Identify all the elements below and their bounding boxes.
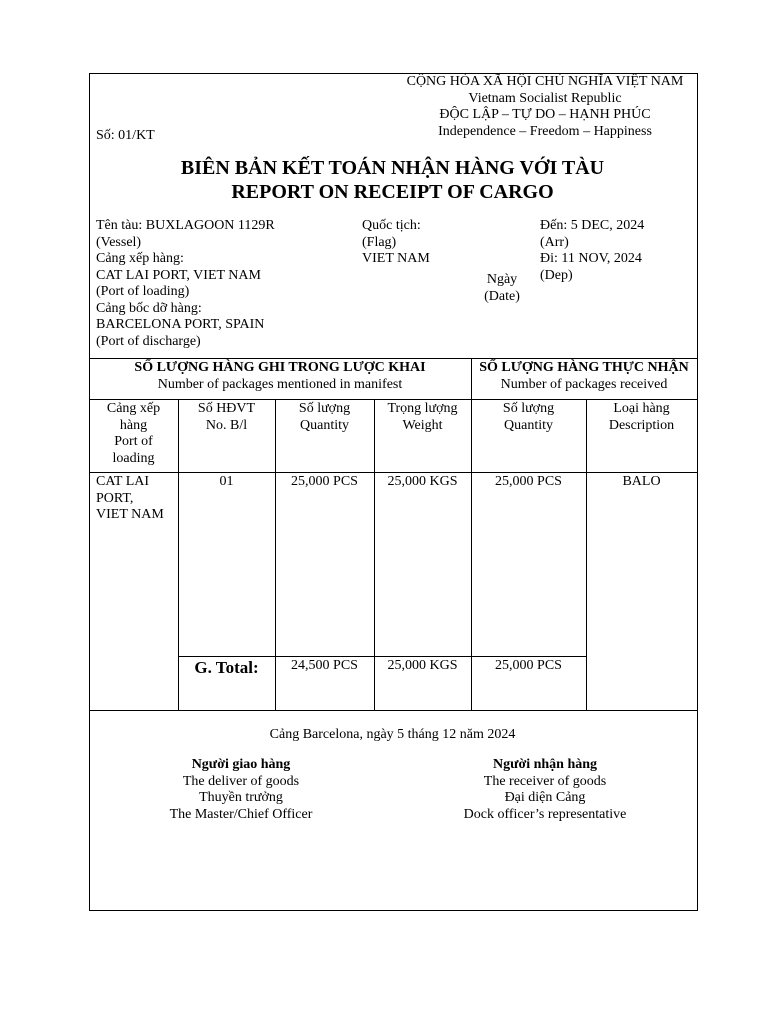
total-weight: 25,000 KGS	[387, 658, 458, 673]
deliver-vn: Người giao hàng	[191, 757, 291, 772]
col-header-line: Port of	[114, 434, 153, 449]
cell-bl: 01	[219, 474, 234, 489]
received-header	[471, 360, 697, 393]
col-header-line: Số lượng	[502, 401, 555, 416]
manifest-header	[89, 360, 471, 393]
total-label: G. Total:	[194, 658, 259, 677]
pol-en: (Port of loading)	[96, 284, 190, 299]
motto-en: Independence – Freedom – Happiness	[438, 123, 652, 139]
cell-port-line: CAT LAI	[96, 474, 150, 489]
manifest-vn: SỐ LƯỢNG HÀNG GHI TRONG LƯỢC KHAI	[134, 360, 426, 375]
col-header-line: Quantity	[300, 417, 349, 433]
title-vn: BIÊN BẢN KẾT TOÁN NHẬN HÀNG VỚI TÀU	[180, 157, 605, 179]
table-bottom-line	[89, 710, 697, 711]
col-header-weight	[374, 401, 471, 434]
pod-value: BARCELONA PORT, SPAIN	[96, 317, 265, 332]
total-row-line	[178, 656, 587, 657]
arr-value: Đến: 5 DEC, 2024	[540, 218, 645, 233]
cell-port-line: VIET NAM	[96, 507, 164, 522]
col-header-qty	[275, 401, 374, 434]
col-header-line: Trọng lượng	[387, 401, 458, 416]
cell-description: BALO	[622, 474, 661, 489]
col-header-line: Cảng xếp	[106, 401, 161, 416]
date-en: (Date)	[484, 288, 520, 304]
document-title	[89, 156, 696, 204]
title-en: REPORT ON RECEIPT OF CARGO	[231, 181, 554, 203]
col-header-qty-received	[471, 401, 586, 434]
doc-number: Số: 01/KT	[96, 128, 155, 143]
col-header-line: loading	[112, 450, 155, 466]
received-vn: SỐ LƯỢNG HÀNG THỰC NHẬN	[479, 360, 689, 375]
col-header-line: Loại hàng	[613, 401, 670, 416]
header-row-line	[89, 399, 697, 400]
pod-en: (Port of discharge)	[96, 333, 201, 349]
vessel-label: Tên tàu: BUXLAGOON 1129R	[96, 218, 275, 233]
col-header-line: Số lượng	[298, 401, 351, 416]
column-header-line	[89, 472, 697, 473]
col-header-description	[586, 401, 697, 434]
col-header-line: hàng	[119, 417, 148, 433]
pol-label: Cảng xếp hàng:	[96, 251, 184, 266]
flag-en: (Flag)	[362, 234, 397, 250]
pol-value: CAT LAI PORT, VIET NAM	[96, 267, 261, 283]
receiver-role-en: Dock officer’s representative	[463, 806, 627, 822]
republic-vn: CỘNG HÒA XÃ HỘI CHỦ NGHĨA VIỆT NAM	[406, 74, 684, 89]
col-header-line: Số HĐVT	[197, 401, 256, 416]
total-qty: 24,500 PCS	[291, 658, 358, 673]
date-vn: Ngày	[486, 272, 518, 287]
motto-vn: ĐỘC LẬP – TỰ DO – HẠNH PHÚC	[439, 107, 651, 122]
pod-label: Cảng bốc dỡ hàng:	[96, 300, 202, 316]
receiver-signature-block	[434, 757, 656, 823]
flag-info	[362, 218, 430, 268]
deliver-role-en: The Master/Chief Officer	[169, 806, 313, 822]
dep-en: (Dep)	[540, 267, 573, 283]
receiver-vn: Người nhận hàng	[492, 757, 598, 772]
col-header-line: No. B/l	[205, 417, 248, 433]
deliver-en: The deliver of goods	[182, 773, 300, 789]
deliver-signature-block	[140, 757, 342, 823]
col-header-port	[89, 401, 178, 467]
deliver-role-vn: Thuyền trưởng	[199, 790, 283, 805]
republic-en: Vietnam Socialist Republic	[468, 90, 622, 106]
cell-port-line: PORT,	[96, 490, 134, 506]
col-header-line: Description	[608, 417, 675, 433]
col-header-line: Weight	[402, 417, 443, 433]
place-date: Cảng Barcelona, ngày 5 tháng 12 năm 2024	[269, 727, 516, 742]
date-label	[476, 272, 528, 305]
arr-en: (Arr)	[540, 234, 569, 250]
received-en: Number of packages received	[500, 376, 668, 392]
vessel-en: (Vessel)	[96, 234, 142, 250]
table-top-line	[89, 358, 697, 359]
receiver-en: The receiver of goods	[483, 773, 607, 789]
vessel-info	[96, 218, 275, 350]
col-header-bl	[178, 401, 275, 434]
manifest-en: Number of packages mentioned in manifest	[157, 376, 403, 392]
col-header-line: Quantity	[504, 417, 553, 433]
col-divider-5	[586, 399, 587, 711]
cell-qty-received: 25,000 PCS	[495, 474, 562, 489]
cell-qty: 25,000 PCS	[291, 474, 358, 489]
flag-value: VIET NAM	[362, 251, 430, 266]
receiver-role-vn: Đại diện Cảng	[504, 790, 586, 805]
dep-value: Đi: 11 NOV, 2024	[540, 251, 642, 266]
arr-dep-info	[540, 218, 644, 284]
cell-port	[96, 474, 164, 524]
cell-weight: 25,000 KGS	[387, 474, 458, 489]
total-qty-received: 25,000 PCS	[495, 658, 562, 673]
flag-label: Quốc tịch:	[362, 218, 421, 233]
republic-header	[380, 74, 710, 140]
